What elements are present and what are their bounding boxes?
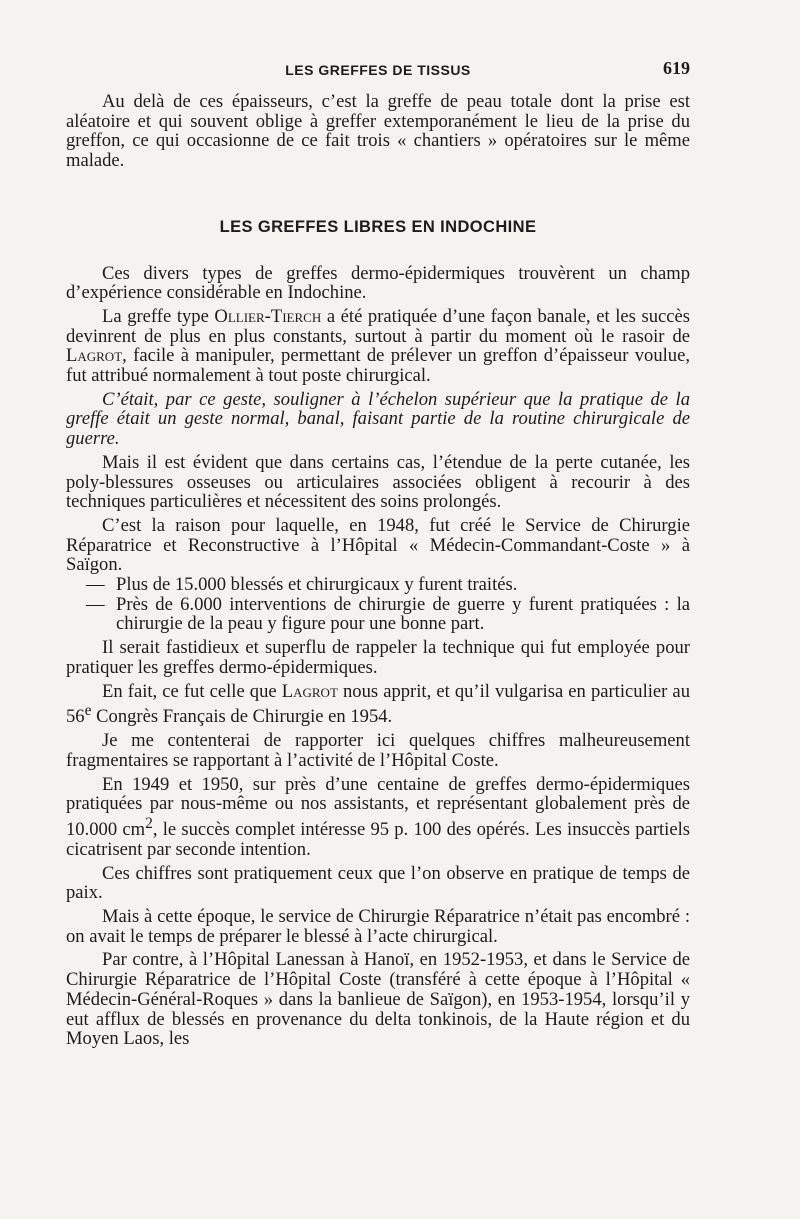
text-run: , facile à manipuler, permettant de prélever un greffon d’épaisseur voulue, fut attribué normalement à tout poste chirurgical. xyxy=(66,345,690,387)
paragraph-11: Ces chiffres sont pratiquement ceux que l’on observe en pratique de temps de paix. xyxy=(66,862,690,904)
text-run: , le succès complet intéresse 95 p. 100 des opérés. Les insuccès partiels cicatrisent par seconde intention. xyxy=(66,819,690,860)
paragraph-1: Au delà de ces épaisseurs, c’est la greffe de peau totale dont la prise est aléatoire et qui souvent oblige à greffer extemporanément le lieu de la prise du greffon, ce qui occasionne de ce fait trois « chantiers » opératoires sur le même malade. xyxy=(66,91,690,172)
paragraph-2: Ces divers types de greffes dermo-épidermiques trouvèrent un champ d’expérience considérable en Indochine. xyxy=(66,262,690,304)
ordinal-suffix: e xyxy=(84,702,92,720)
paragraph-9: Je me contenterai de rapporter ici quelques chiffres malheureusement fragmentaires se rapportant à l’activité de l’Hôpital Coste. xyxy=(66,730,690,771)
paragraph-10 xyxy=(66,775,690,860)
paragraph-8 xyxy=(66,682,690,728)
text-run: a été pratiquée d’une façon banale, et les succès devinrent de plus en plus constants, surtout à partir du moment où le rasoir de xyxy=(66,305,690,347)
list-item-text: Plus de 15.000 blessés et chirurgicaux y furent traités. xyxy=(116,574,518,596)
paragraph-3 xyxy=(66,307,690,386)
paragraph-6: C’est la raison pour laquelle, en 1948, fut créé le Service de Chirurgie Réparatrice et Reconstructive à l’Hôpital « Médecin-Commandant-Coste » à Saïgon. xyxy=(66,514,690,576)
dash-marker: — xyxy=(86,593,105,615)
text-run: En fait, ce fut celle que xyxy=(102,680,282,702)
unit-exponent: 2 xyxy=(145,814,153,832)
paragraph-12: Mais à cette époque, le service de Chirurgie Réparatrice n’était pas encombré : on avait le temps de préparer le blessé à l’acte chirurgical. xyxy=(66,905,690,947)
author-name-ollier-tierch: Ollier-Tierch xyxy=(214,305,322,327)
author-name-lagrot: Lagrot xyxy=(66,345,123,367)
paragraph-13: Par contre, à l’Hôpital Lanessan à Hanoï, en 1952-1953, et dans le Service de Chirurgie Réparatrice de l’Hôpital Coste (transféré à cette époque à l’Hôpital « Médecin-Général-Roques » dans la banlieue de Saïgon), en 1953-1954, lorsqu’il y eut afflux de blessés en provenance du delta tonkinois, de la Haute région et du Moyen Laos, les xyxy=(66,949,690,1050)
text-run: En 1949 et 1950, sur près d’une centaine de greffes dermo-épidermiques pratiquées par nous-même ou nos assistants, et représentant globalement près de 10.000 cm xyxy=(66,773,690,841)
author-name-lagrot: Lagrot xyxy=(281,680,338,702)
running-header xyxy=(66,58,690,82)
text-run: La greffe type xyxy=(102,305,215,327)
text-run: nous apprit, et qu’il vulgarisa en particulier au xyxy=(337,680,690,702)
running-title: LES GREFFES DE TISSUS xyxy=(285,62,471,78)
body-text xyxy=(66,92,690,1053)
section-title: LES GREFFES LIBRES EN INDOCHINE xyxy=(219,217,537,236)
list-item-text: Près de 6.000 interventions de chirurgie de guerre y furent pratiquées : la chirurgie de la peau y figure pour une bonne part. xyxy=(116,593,690,635)
page-number: 619 xyxy=(663,58,690,78)
paragraph-4-italic: C’était, par ce geste, souligner à l’échelon supérieur que la pratique de la greffe était un geste normal, banal, faisant partie de la routine chirurgicale de guerre. xyxy=(66,388,690,450)
ordinal-number: 56 xyxy=(66,706,85,728)
paragraph-5: Mais il est évident que dans certains cas, l’étendue de la perte cutanée, les poly-blessures osseuses ou articulaires associées obligent à recourir à des techniques particulières et nécessitent des soins prolongés. xyxy=(66,451,690,513)
paragraph-7: Il serait fastidieux et superflu de rappeler la technique qui fut employée pour pratiquer les greffes dermo-épidermiques. xyxy=(66,637,690,678)
text-run: Congrès Français de Chirurgie en 1954. xyxy=(91,706,393,728)
statistics-list xyxy=(66,575,690,634)
list-item xyxy=(66,595,690,634)
dash-marker: — xyxy=(86,574,105,596)
list-item xyxy=(66,575,690,595)
